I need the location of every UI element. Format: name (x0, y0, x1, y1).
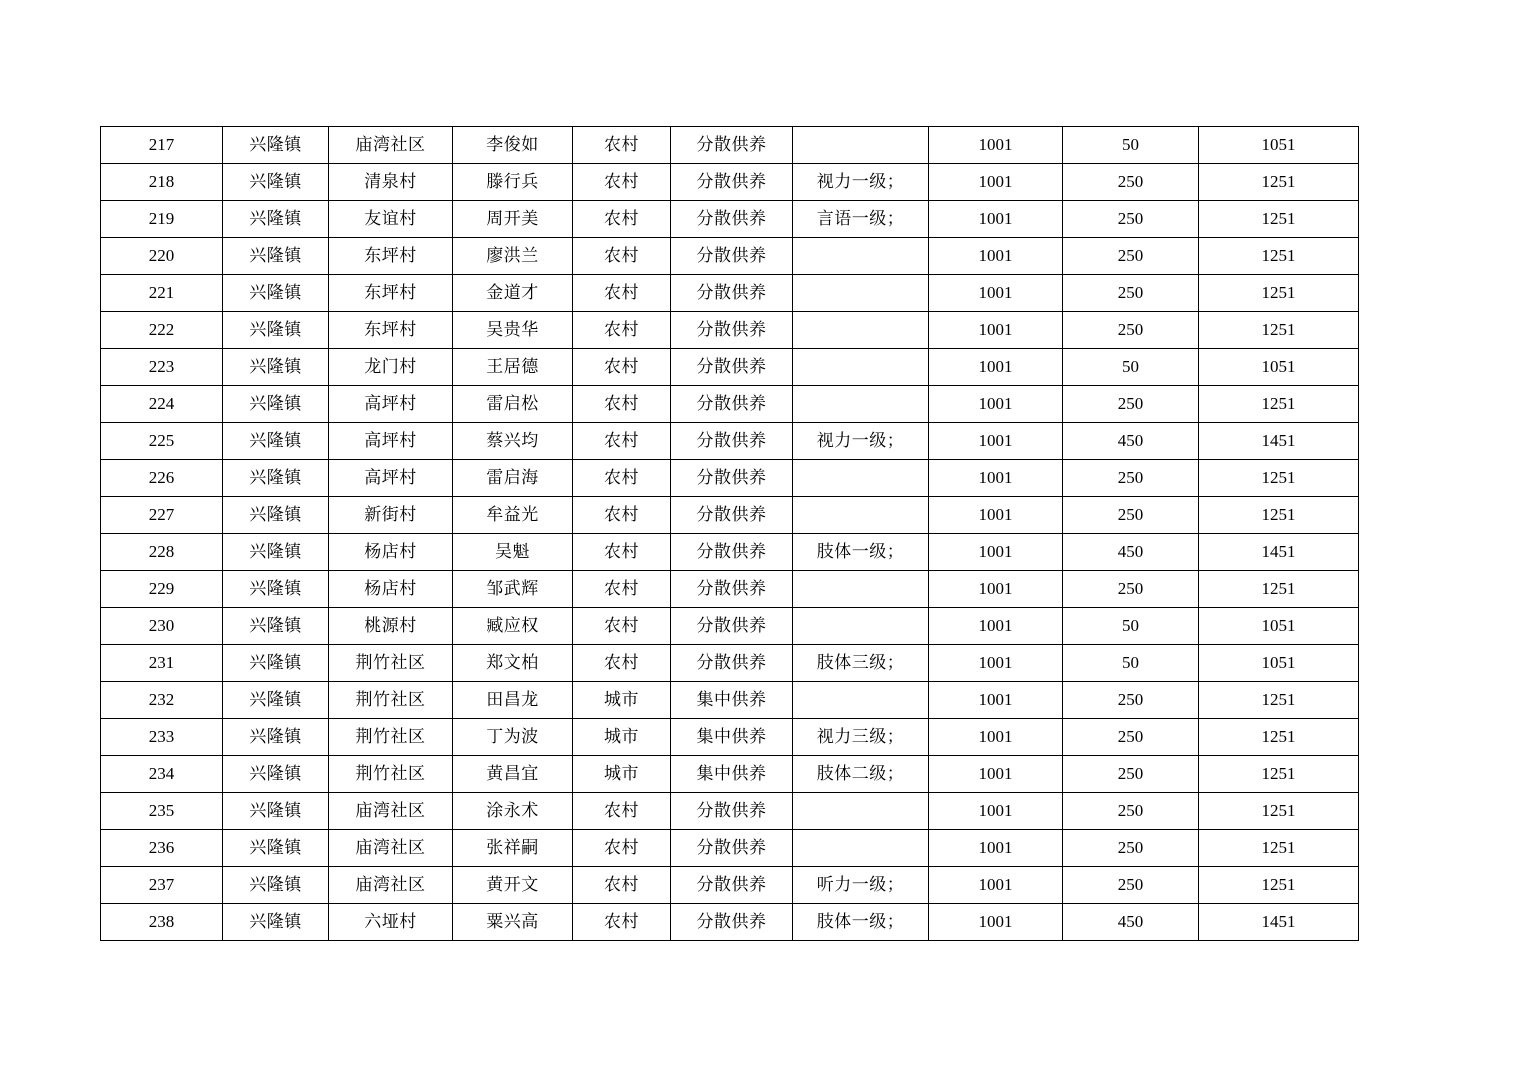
table-cell: 50 (1063, 127, 1199, 164)
table-cell: 肢体一级； (793, 534, 929, 571)
table-cell: 兴隆镇 (223, 830, 329, 867)
table-cell: 庙湾社区 (329, 830, 453, 867)
table-cell: 250 (1063, 719, 1199, 756)
table-cell: 肢体一级； (793, 904, 929, 941)
table-cell: 222 (101, 312, 223, 349)
table-cell: 兴隆镇 (223, 164, 329, 201)
table-cell: 250 (1063, 756, 1199, 793)
table-cell: 1051 (1199, 645, 1359, 682)
table-cell: 兴隆镇 (223, 386, 329, 423)
table-cell: 农村 (573, 534, 671, 571)
table-cell: 荆竹社区 (329, 756, 453, 793)
table-cell: 250 (1063, 867, 1199, 904)
table-cell: 1051 (1199, 127, 1359, 164)
table-cell: 金道才 (453, 275, 573, 312)
table-cell: 分散供养 (671, 127, 793, 164)
table-cell: 集中供养 (671, 756, 793, 793)
table-cell: 城市 (573, 756, 671, 793)
table-cell: 分散供养 (671, 497, 793, 534)
table-cell: 221 (101, 275, 223, 312)
table-cell: 农村 (573, 793, 671, 830)
table-cell: 肢体三级； (793, 645, 929, 682)
table-cell: 分散供养 (671, 164, 793, 201)
table-cell: 兴隆镇 (223, 756, 329, 793)
table-cell: 邹武辉 (453, 571, 573, 608)
table-cell: 226 (101, 460, 223, 497)
table-cell: 238 (101, 904, 223, 941)
table-cell: 450 (1063, 904, 1199, 941)
table-cell: 东坪村 (329, 275, 453, 312)
table-cell: 兴隆镇 (223, 423, 329, 460)
table-cell: 223 (101, 349, 223, 386)
table-cell: 雷启海 (453, 460, 573, 497)
table-cell: 农村 (573, 904, 671, 941)
table-row (101, 460, 1359, 497)
table-row (101, 238, 1359, 275)
table-cell: 郑文柏 (453, 645, 573, 682)
table-cell: 集中供养 (671, 719, 793, 756)
table-cell: 农村 (573, 423, 671, 460)
table-cell (793, 238, 929, 275)
table-cell: 1001 (929, 127, 1063, 164)
table-row (101, 534, 1359, 571)
table-cell: 兴隆镇 (223, 238, 329, 275)
table-cell: 田昌龙 (453, 682, 573, 719)
table-cell: 250 (1063, 460, 1199, 497)
table-row (101, 904, 1359, 941)
table-cell (793, 127, 929, 164)
table-cell: 城市 (573, 719, 671, 756)
table-cell: 农村 (573, 127, 671, 164)
table-cell: 滕行兵 (453, 164, 573, 201)
table-cell: 涂永术 (453, 793, 573, 830)
table-cell: 兴隆镇 (223, 275, 329, 312)
table-cell: 农村 (573, 201, 671, 238)
table-cell: 1001 (929, 645, 1063, 682)
table-cell: 张祥嗣 (453, 830, 573, 867)
table-row (101, 386, 1359, 423)
table-cell: 1251 (1199, 312, 1359, 349)
table-cell: 1251 (1199, 867, 1359, 904)
table-cell: 1251 (1199, 460, 1359, 497)
table-cell: 1251 (1199, 386, 1359, 423)
table-cell: 分散供养 (671, 238, 793, 275)
table-cell: 1001 (929, 904, 1063, 941)
table-cell: 232 (101, 682, 223, 719)
table-cell: 450 (1063, 534, 1199, 571)
table-cell: 吴贵华 (453, 312, 573, 349)
table-row (101, 312, 1359, 349)
table-cell (793, 793, 929, 830)
table-cell: 219 (101, 201, 223, 238)
table-cell: 分散供养 (671, 423, 793, 460)
table-row (101, 793, 1359, 830)
table-body (101, 127, 1359, 941)
table-cell: 1251 (1199, 238, 1359, 275)
table-cell: 231 (101, 645, 223, 682)
table-cell: 1001 (929, 312, 1063, 349)
table-cell: 荆竹社区 (329, 682, 453, 719)
table-cell: 农村 (573, 830, 671, 867)
table-cell: 李俊如 (453, 127, 573, 164)
table-cell: 杨店村 (329, 534, 453, 571)
table-cell: 庙湾社区 (329, 793, 453, 830)
table-cell: 吴魁 (453, 534, 573, 571)
table-cell: 分散供养 (671, 349, 793, 386)
table-cell: 农村 (573, 238, 671, 275)
table-cell: 兴隆镇 (223, 645, 329, 682)
table-cell: 分散供养 (671, 386, 793, 423)
table-cell: 1001 (929, 719, 1063, 756)
table-cell: 1251 (1199, 275, 1359, 312)
table-cell: 龙门村 (329, 349, 453, 386)
table-cell: 250 (1063, 201, 1199, 238)
table-row (101, 497, 1359, 534)
table-cell: 庙湾社区 (329, 127, 453, 164)
table-cell: 兴隆镇 (223, 127, 329, 164)
table-cell: 兴隆镇 (223, 349, 329, 386)
table-cell: 450 (1063, 423, 1199, 460)
table-cell: 250 (1063, 497, 1199, 534)
table-cell: 250 (1063, 275, 1199, 312)
table-cell: 分散供养 (671, 793, 793, 830)
table-cell: 1001 (929, 423, 1063, 460)
table-cell (793, 497, 929, 534)
table-cell: 农村 (573, 571, 671, 608)
table-cell (793, 682, 929, 719)
table-cell: 六垭村 (329, 904, 453, 941)
table-cell: 1001 (929, 349, 1063, 386)
table-cell: 分散供养 (671, 201, 793, 238)
table-cell: 1001 (929, 497, 1063, 534)
table-cell: 兴隆镇 (223, 904, 329, 941)
table-cell (793, 571, 929, 608)
table-cell: 分散供养 (671, 312, 793, 349)
table-cell: 兴隆镇 (223, 682, 329, 719)
table-cell: 分散供养 (671, 904, 793, 941)
table-cell: 250 (1063, 164, 1199, 201)
table-cell (793, 608, 929, 645)
table-cell: 50 (1063, 645, 1199, 682)
table-row (101, 682, 1359, 719)
table-cell: 1251 (1199, 793, 1359, 830)
table-cell: 250 (1063, 793, 1199, 830)
table-cell: 友谊村 (329, 201, 453, 238)
table-cell: 荆竹社区 (329, 719, 453, 756)
table-cell: 兴隆镇 (223, 571, 329, 608)
table-row (101, 645, 1359, 682)
table-cell: 农村 (573, 386, 671, 423)
table-cell: 1001 (929, 238, 1063, 275)
table-cell: 黄昌宜 (453, 756, 573, 793)
table-cell: 1001 (929, 830, 1063, 867)
table-cell: 兴隆镇 (223, 497, 329, 534)
table-cell: 视力三级； (793, 719, 929, 756)
table-row (101, 571, 1359, 608)
table-cell: 217 (101, 127, 223, 164)
table-cell: 分散供养 (671, 460, 793, 497)
table-cell: 城市 (573, 682, 671, 719)
table-cell: 1001 (929, 682, 1063, 719)
table-cell: 农村 (573, 312, 671, 349)
table-cell: 桃源村 (329, 608, 453, 645)
table-row (101, 756, 1359, 793)
table-cell: 236 (101, 830, 223, 867)
table-cell: 233 (101, 719, 223, 756)
table-cell: 235 (101, 793, 223, 830)
table-cell: 集中供养 (671, 682, 793, 719)
table-cell: 1001 (929, 201, 1063, 238)
table-cell: 1001 (929, 608, 1063, 645)
table-cell: 1251 (1199, 756, 1359, 793)
table-cell: 高坪村 (329, 423, 453, 460)
table-cell: 东坪村 (329, 238, 453, 275)
table-cell: 兴隆镇 (223, 793, 329, 830)
table-cell: 225 (101, 423, 223, 460)
table-cell: 50 (1063, 349, 1199, 386)
table-cell: 雷启松 (453, 386, 573, 423)
table-row (101, 164, 1359, 201)
table-cell: 229 (101, 571, 223, 608)
table-cell: 兴隆镇 (223, 867, 329, 904)
table-cell: 250 (1063, 682, 1199, 719)
table-cell: 分散供养 (671, 571, 793, 608)
table-row (101, 275, 1359, 312)
table-cell: 农村 (573, 867, 671, 904)
table-cell: 黄开文 (453, 867, 573, 904)
table-cell: 分散供养 (671, 645, 793, 682)
table-cell: 50 (1063, 608, 1199, 645)
table-cell: 1051 (1199, 608, 1359, 645)
table-cell: 高坪村 (329, 386, 453, 423)
table-cell: 227 (101, 497, 223, 534)
table-cell (793, 830, 929, 867)
table-cell: 224 (101, 386, 223, 423)
table-cell (793, 312, 929, 349)
table-cell: 视力一级； (793, 164, 929, 201)
table-cell: 1001 (929, 164, 1063, 201)
table-row (101, 201, 1359, 238)
table-cell: 1001 (929, 534, 1063, 571)
table-cell: 分散供养 (671, 608, 793, 645)
table-cell: 250 (1063, 312, 1199, 349)
table-cell: 1251 (1199, 201, 1359, 238)
table-cell: 1251 (1199, 571, 1359, 608)
table-cell: 分散供养 (671, 534, 793, 571)
table-cell: 250 (1063, 386, 1199, 423)
table-cell: 新街村 (329, 497, 453, 534)
table-row (101, 127, 1359, 164)
table-cell: 220 (101, 238, 223, 275)
table-cell: 庙湾社区 (329, 867, 453, 904)
table-cell: 清泉村 (329, 164, 453, 201)
table-cell: 肢体二级； (793, 756, 929, 793)
table-row (101, 867, 1359, 904)
table-cell: 228 (101, 534, 223, 571)
table-cell: 分散供养 (671, 275, 793, 312)
table-cell: 粟兴高 (453, 904, 573, 941)
table-cell: 250 (1063, 830, 1199, 867)
table-cell (793, 386, 929, 423)
table-cell: 兴隆镇 (223, 201, 329, 238)
table-cell (793, 275, 929, 312)
table-cell: 1001 (929, 460, 1063, 497)
table-cell: 237 (101, 867, 223, 904)
table-cell: 王居德 (453, 349, 573, 386)
table-cell: 1251 (1199, 497, 1359, 534)
table-cell: 1001 (929, 756, 1063, 793)
table-cell: 1451 (1199, 423, 1359, 460)
table-cell: 杨店村 (329, 571, 453, 608)
table-cell: 1001 (929, 386, 1063, 423)
table-cell: 丁为波 (453, 719, 573, 756)
table-cell: 兴隆镇 (223, 460, 329, 497)
table-cell: 农村 (573, 275, 671, 312)
table-cell: 蔡兴均 (453, 423, 573, 460)
table-cell: 1251 (1199, 719, 1359, 756)
table-cell: 廖洪兰 (453, 238, 573, 275)
table-cell: 牟益光 (453, 497, 573, 534)
table-cell: 听力一级； (793, 867, 929, 904)
table-cell: 1451 (1199, 904, 1359, 941)
table-cell: 农村 (573, 645, 671, 682)
table-cell: 农村 (573, 349, 671, 386)
table-row (101, 830, 1359, 867)
table-cell: 218 (101, 164, 223, 201)
table-cell: 农村 (573, 608, 671, 645)
table-row (101, 349, 1359, 386)
table-cell: 东坪村 (329, 312, 453, 349)
table-container (100, 126, 1358, 941)
table-cell: 1251 (1199, 830, 1359, 867)
table-cell: 1001 (929, 571, 1063, 608)
table-cell: 兴隆镇 (223, 312, 329, 349)
table-cell: 农村 (573, 497, 671, 534)
table-cell: 言语一级； (793, 201, 929, 238)
table-cell: 230 (101, 608, 223, 645)
table-cell: 250 (1063, 571, 1199, 608)
table-cell: 视力一级； (793, 423, 929, 460)
table-cell: 兴隆镇 (223, 608, 329, 645)
table-cell: 农村 (573, 460, 671, 497)
table-cell: 分散供养 (671, 867, 793, 904)
table-cell: 荆竹社区 (329, 645, 453, 682)
table-cell: 农村 (573, 164, 671, 201)
table-cell: 高坪村 (329, 460, 453, 497)
table-cell: 分散供养 (671, 830, 793, 867)
table-cell: 1001 (929, 867, 1063, 904)
table-row (101, 608, 1359, 645)
table-cell: 1251 (1199, 682, 1359, 719)
table-cell: 1451 (1199, 534, 1359, 571)
table-row (101, 423, 1359, 460)
table-cell (793, 349, 929, 386)
data-table (100, 126, 1359, 941)
table-cell: 周开美 (453, 201, 573, 238)
table-cell: 1051 (1199, 349, 1359, 386)
table-cell (793, 460, 929, 497)
table-cell: 234 (101, 756, 223, 793)
table-cell: 1001 (929, 793, 1063, 830)
table-cell: 1251 (1199, 164, 1359, 201)
table-cell: 1001 (929, 275, 1063, 312)
table-cell: 250 (1063, 238, 1199, 275)
table-cell: 臧应权 (453, 608, 573, 645)
table-cell: 兴隆镇 (223, 534, 329, 571)
table-cell: 兴隆镇 (223, 719, 329, 756)
table-row (101, 719, 1359, 756)
